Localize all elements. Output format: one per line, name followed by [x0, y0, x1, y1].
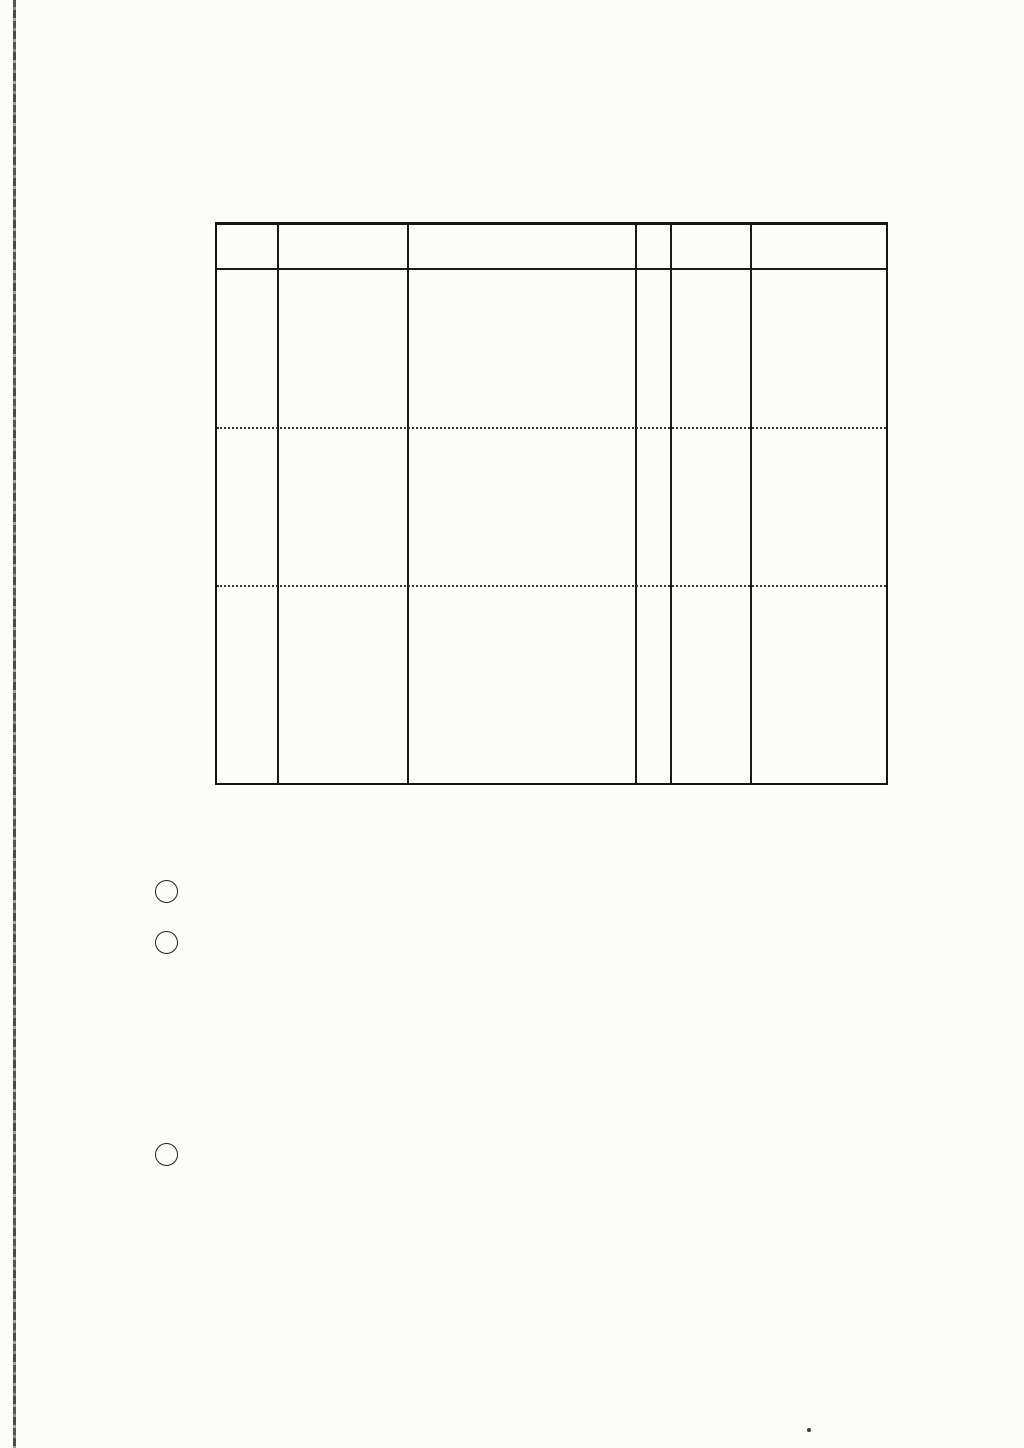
table-header-part-no: [277, 228, 407, 268]
section-dotted-divider: [217, 427, 886, 429]
scan-edge-artifact: [13, 0, 16, 1448]
table-header-item: [217, 228, 277, 268]
table-header-qty: [635, 228, 670, 268]
note-head: [155, 880, 191, 909]
table-header-part-name: [407, 228, 635, 268]
circled-number-3: [155, 1143, 178, 1166]
note-head: [155, 931, 191, 960]
section-dotted-divider: [217, 585, 886, 587]
scan-speck: [807, 1428, 811, 1432]
table-header-remarks: [750, 228, 890, 268]
circled-number-2: [155, 931, 178, 954]
table-header-serial: [670, 228, 750, 268]
parts-table: [215, 222, 888, 785]
note-head: [155, 1143, 191, 1172]
circled-number-1: [155, 880, 178, 903]
